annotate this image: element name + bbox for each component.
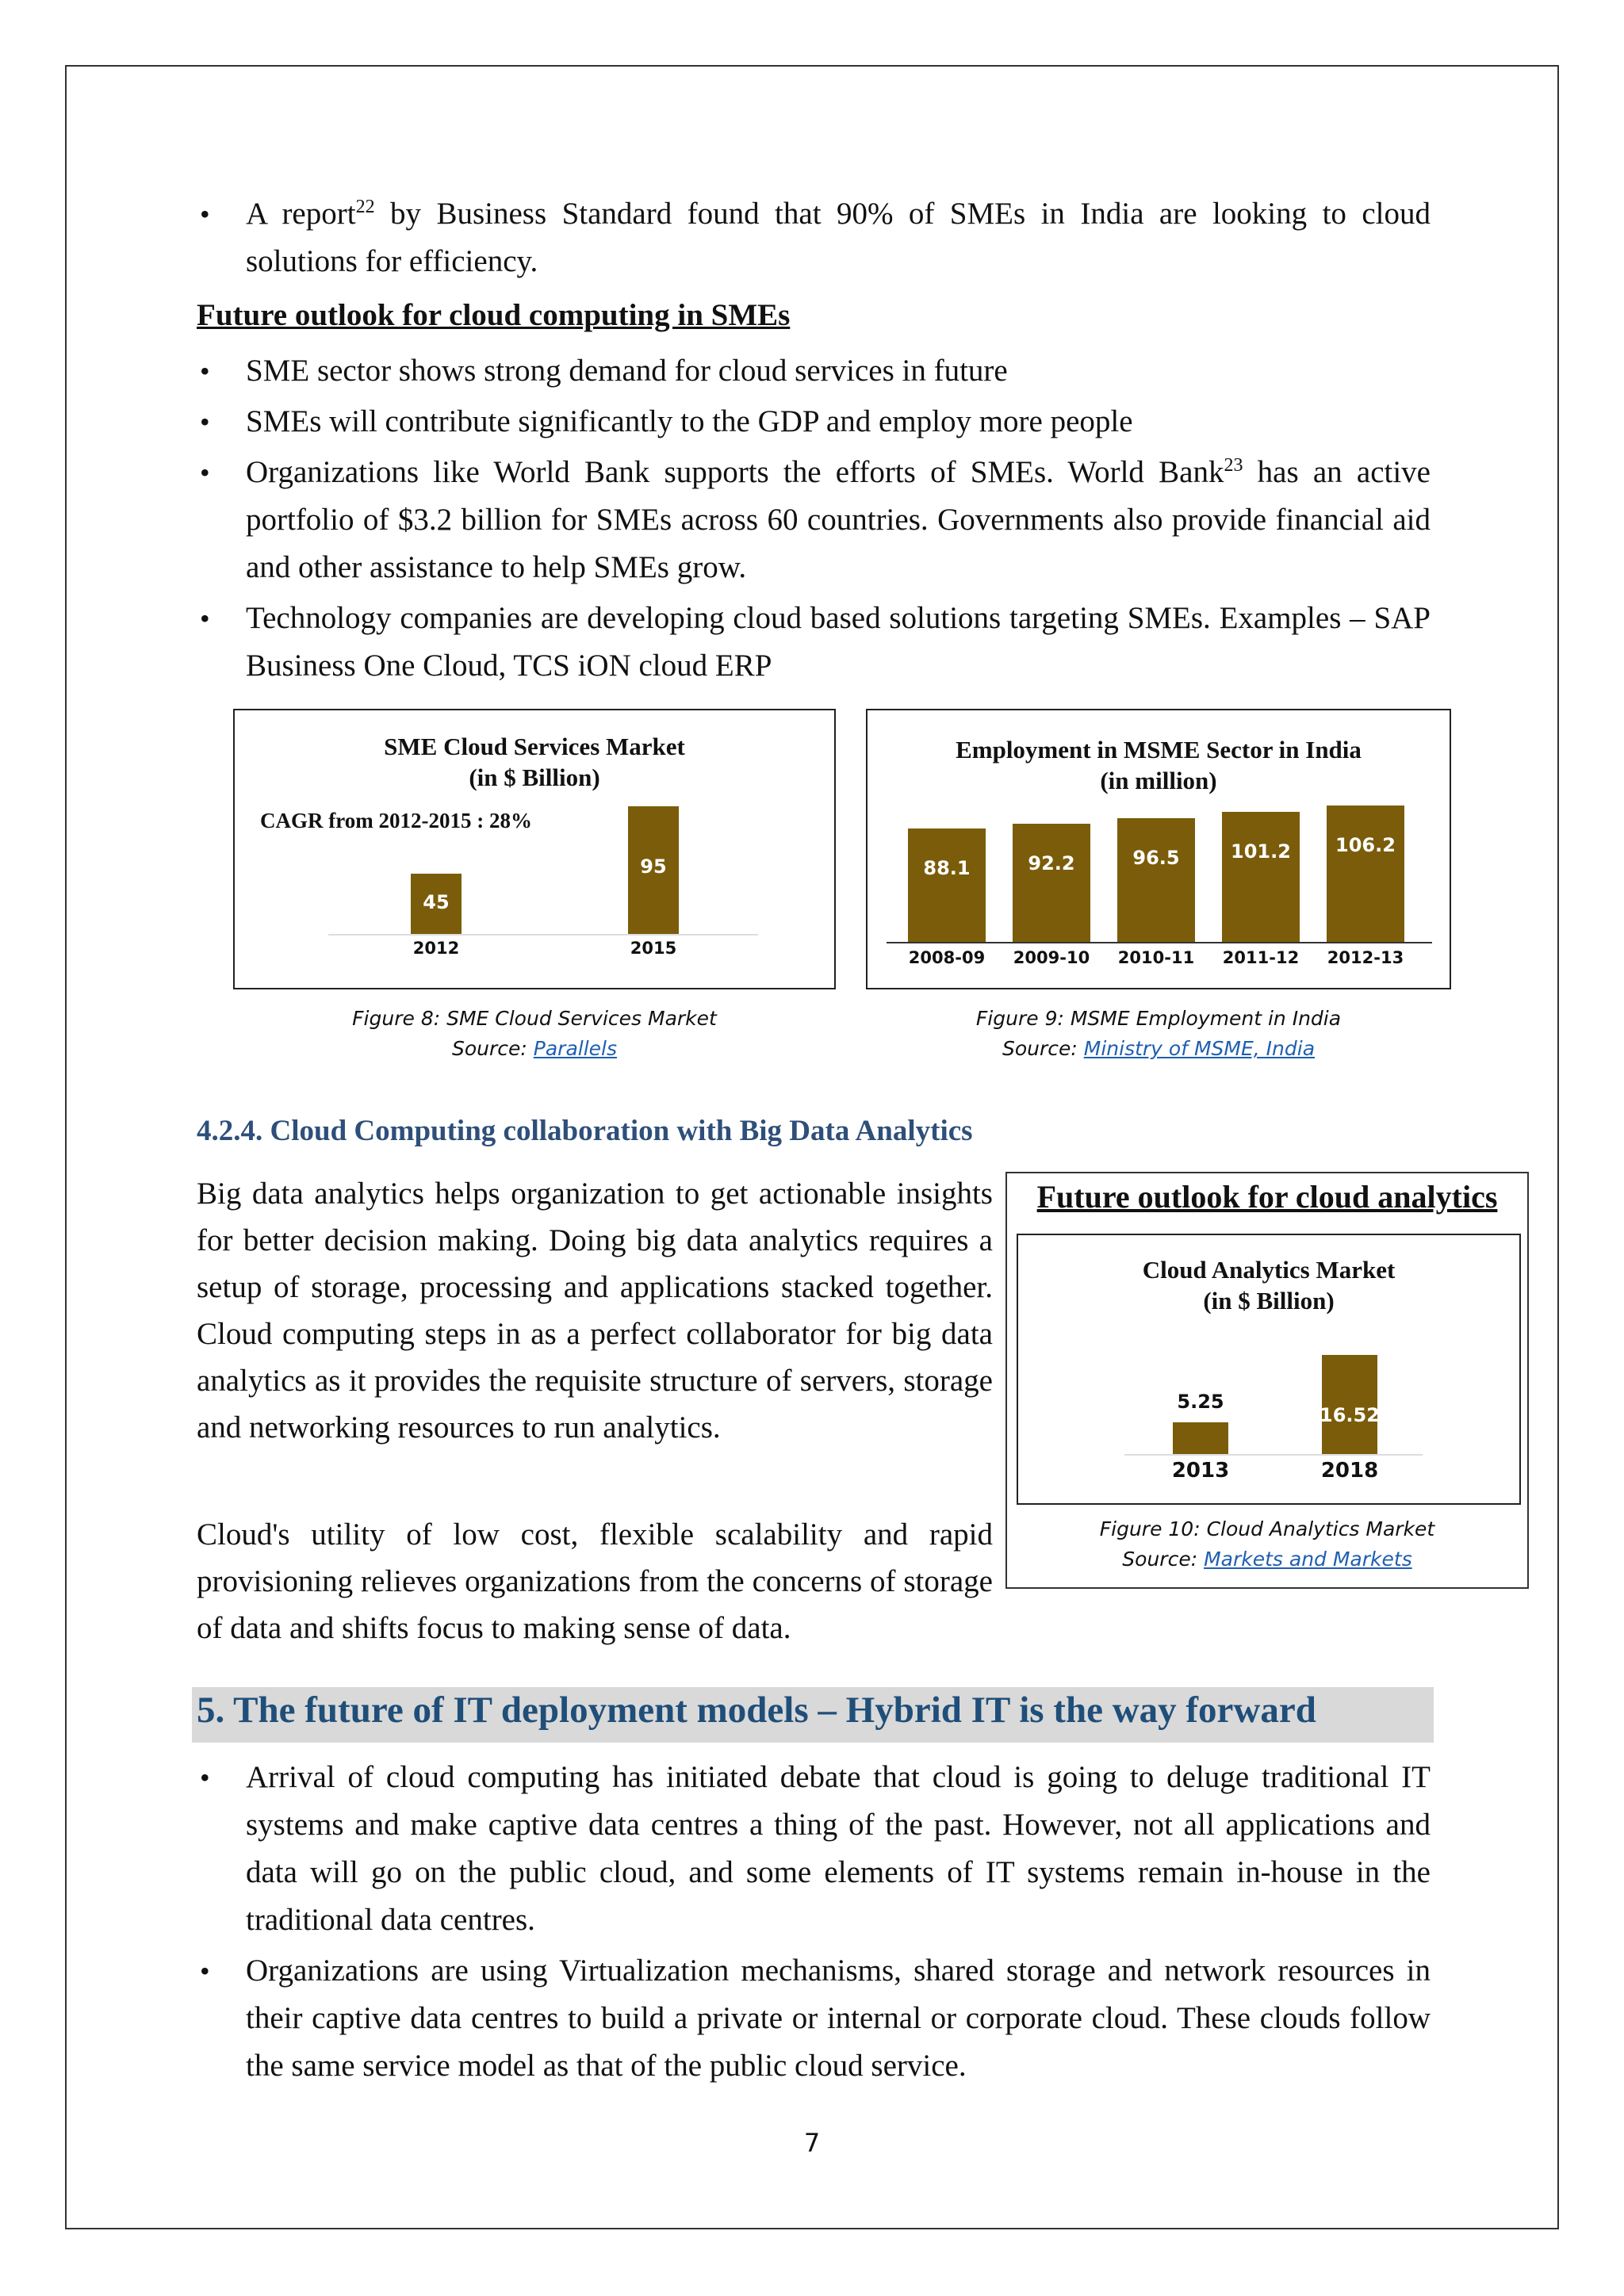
tick-label: 2012-13 [1327,948,1404,967]
tick-label: 2009-10 [1013,948,1090,967]
list-item: • SMEs will contribute significantly to the GDP and employ more people [197,398,1431,446]
bar-2009-10 [1013,824,1090,942]
x-axis-line [1124,1454,1423,1456]
figure10-caption: Figure 10: Cloud Analytics Market Source: Markets and Markets [1099,1517,1435,1571]
bar-2011-12 [1222,812,1300,942]
chart-title: Cloud Analytics Market [1142,1256,1396,1284]
list-item: • Organizations like World Bank supports the efforts of SMEs. World Bank$^{23}$ has an active portfolio of $3.2 billion for SMEs across 60 countries. Governments also provide financial aid and other assistance to help SMEs grow. [197,449,1431,591]
data-label: 88.1 [923,857,971,880]
chart-title: SME Cloud Services Market [384,733,685,760]
chart-title: Employment in MSME Sector in India [956,736,1362,763]
chart-subtitle: (in $ Billion) [1203,1287,1335,1314]
tick-label: 2010-11 [1117,948,1195,967]
top-content [197,190,1431,693]
intro-bullet: • A report$^{22}$ by Business Standard found that 90% of SMEs in India are looking to cloud solutions for efficiency. [197,190,1431,285]
tick-label: 2015 [630,939,677,958]
msme-employment-chart [866,709,1451,989]
section5-heading: 5. The future of IT deployment models – Hybrid IT is the way forward [197,1689,1316,1731]
sme-cloud-chart [233,709,836,989]
intro-list [197,190,1431,285]
data-label: 92.2 [1028,851,1075,874]
list-item: • SME sector shows strong demand for cloud services in future [197,347,1431,395]
figure9-caption: Figure 9: MSME Employment in India Source: Ministry of MSME, India [975,1007,1342,1060]
chart-subtitle: (in million) [1100,767,1217,794]
data-label: 101.2 [1231,840,1291,863]
section5-content [197,1754,1431,2093]
bar-2008-09 [908,828,986,942]
tick-label: 2011-12 [1222,948,1300,967]
data-label: 95 [640,855,667,878]
section-424-para1: Big data analytics helps organization to get actionable insights for better decision making. Doing big data analytics requires a setup of storage, processing and applications stacked together. Cloud computing steps in as a perfect collaborator for big data analytics as it provides the requisite structure of servers, storage and networking resources to run analytics. [197,1177,993,1445]
data-label: 106.2 [1335,834,1396,857]
tick-label: 2018 [1320,1459,1379,1483]
data-label: 5.25 [1177,1391,1224,1414]
list-item: • Organizations are using Virtualization mechanisms, shared storage and network resources in their captive data centres to build a private or internal or corporate cloud. These clouds follow the same service model as that of the public cloud service. [197,1947,1431,2090]
bar-2010-11 [1117,818,1195,942]
tick-label: 2012 [412,939,460,958]
outlook-heading: Future outlook for cloud computing in SMEs [197,298,791,332]
section-424-para2: Cloud's utility of low cost, flexible scalability and rapid provisioning relieves organizations from the concerns of storage of data and shifts focus to making sense of data. [197,1517,993,1645]
data-label: 96.5 [1132,846,1180,869]
chart-subtitle: (in $ Billion) [469,763,600,791]
cagr-annotation: CAGR from 2012-2015 : 28% [260,809,532,832]
bar-2013 [1173,1422,1228,1454]
tick-label: 2013 [1171,1459,1230,1483]
list-item: • Arrival of cloud computing has initiated debate that cloud is going to deluge traditional IT systems and make captive data centres a thing of the past. However, not all applications and data will go on the public cloud, and some elements of IT systems remain in-house in the traditional data centres. [197,1754,1431,1944]
figure8-caption: Figure 8: SME Cloud Services Market Source: Parallels [352,1007,717,1060]
x-axis-line [887,942,1432,943]
outlook-list [197,347,1431,690]
markets-link[interactable]: Markets and Markets [1204,1548,1412,1571]
analytics-box-title: Future outlook for cloud analytics [1036,1179,1498,1215]
bar-2012-13 [1327,806,1404,942]
list-item: • Technology companies are developing cloud based solutions targeting SMEs. Examples – SAP Business One Cloud, TCS iON cloud ERP [197,595,1431,690]
tick-label: 2008-09 [908,948,986,967]
section5-heading-bar [192,1687,1434,1743]
x-axis-line [328,934,758,936]
cloud-analytics-chart [1017,1234,1521,1505]
data-label: 16.52 [1320,1404,1380,1427]
page-number: 7 [803,2128,821,2158]
msme-ministry-link[interactable]: Ministry of MSME, India [1083,1037,1316,1060]
section-424-heading: 4.2.4. Cloud Computing collaboration with Big Data Analytics [197,1115,973,1147]
section5-list [197,1754,1431,2090]
parallels-link[interactable]: Parallels [533,1037,618,1060]
data-label: 45 [423,890,450,913]
